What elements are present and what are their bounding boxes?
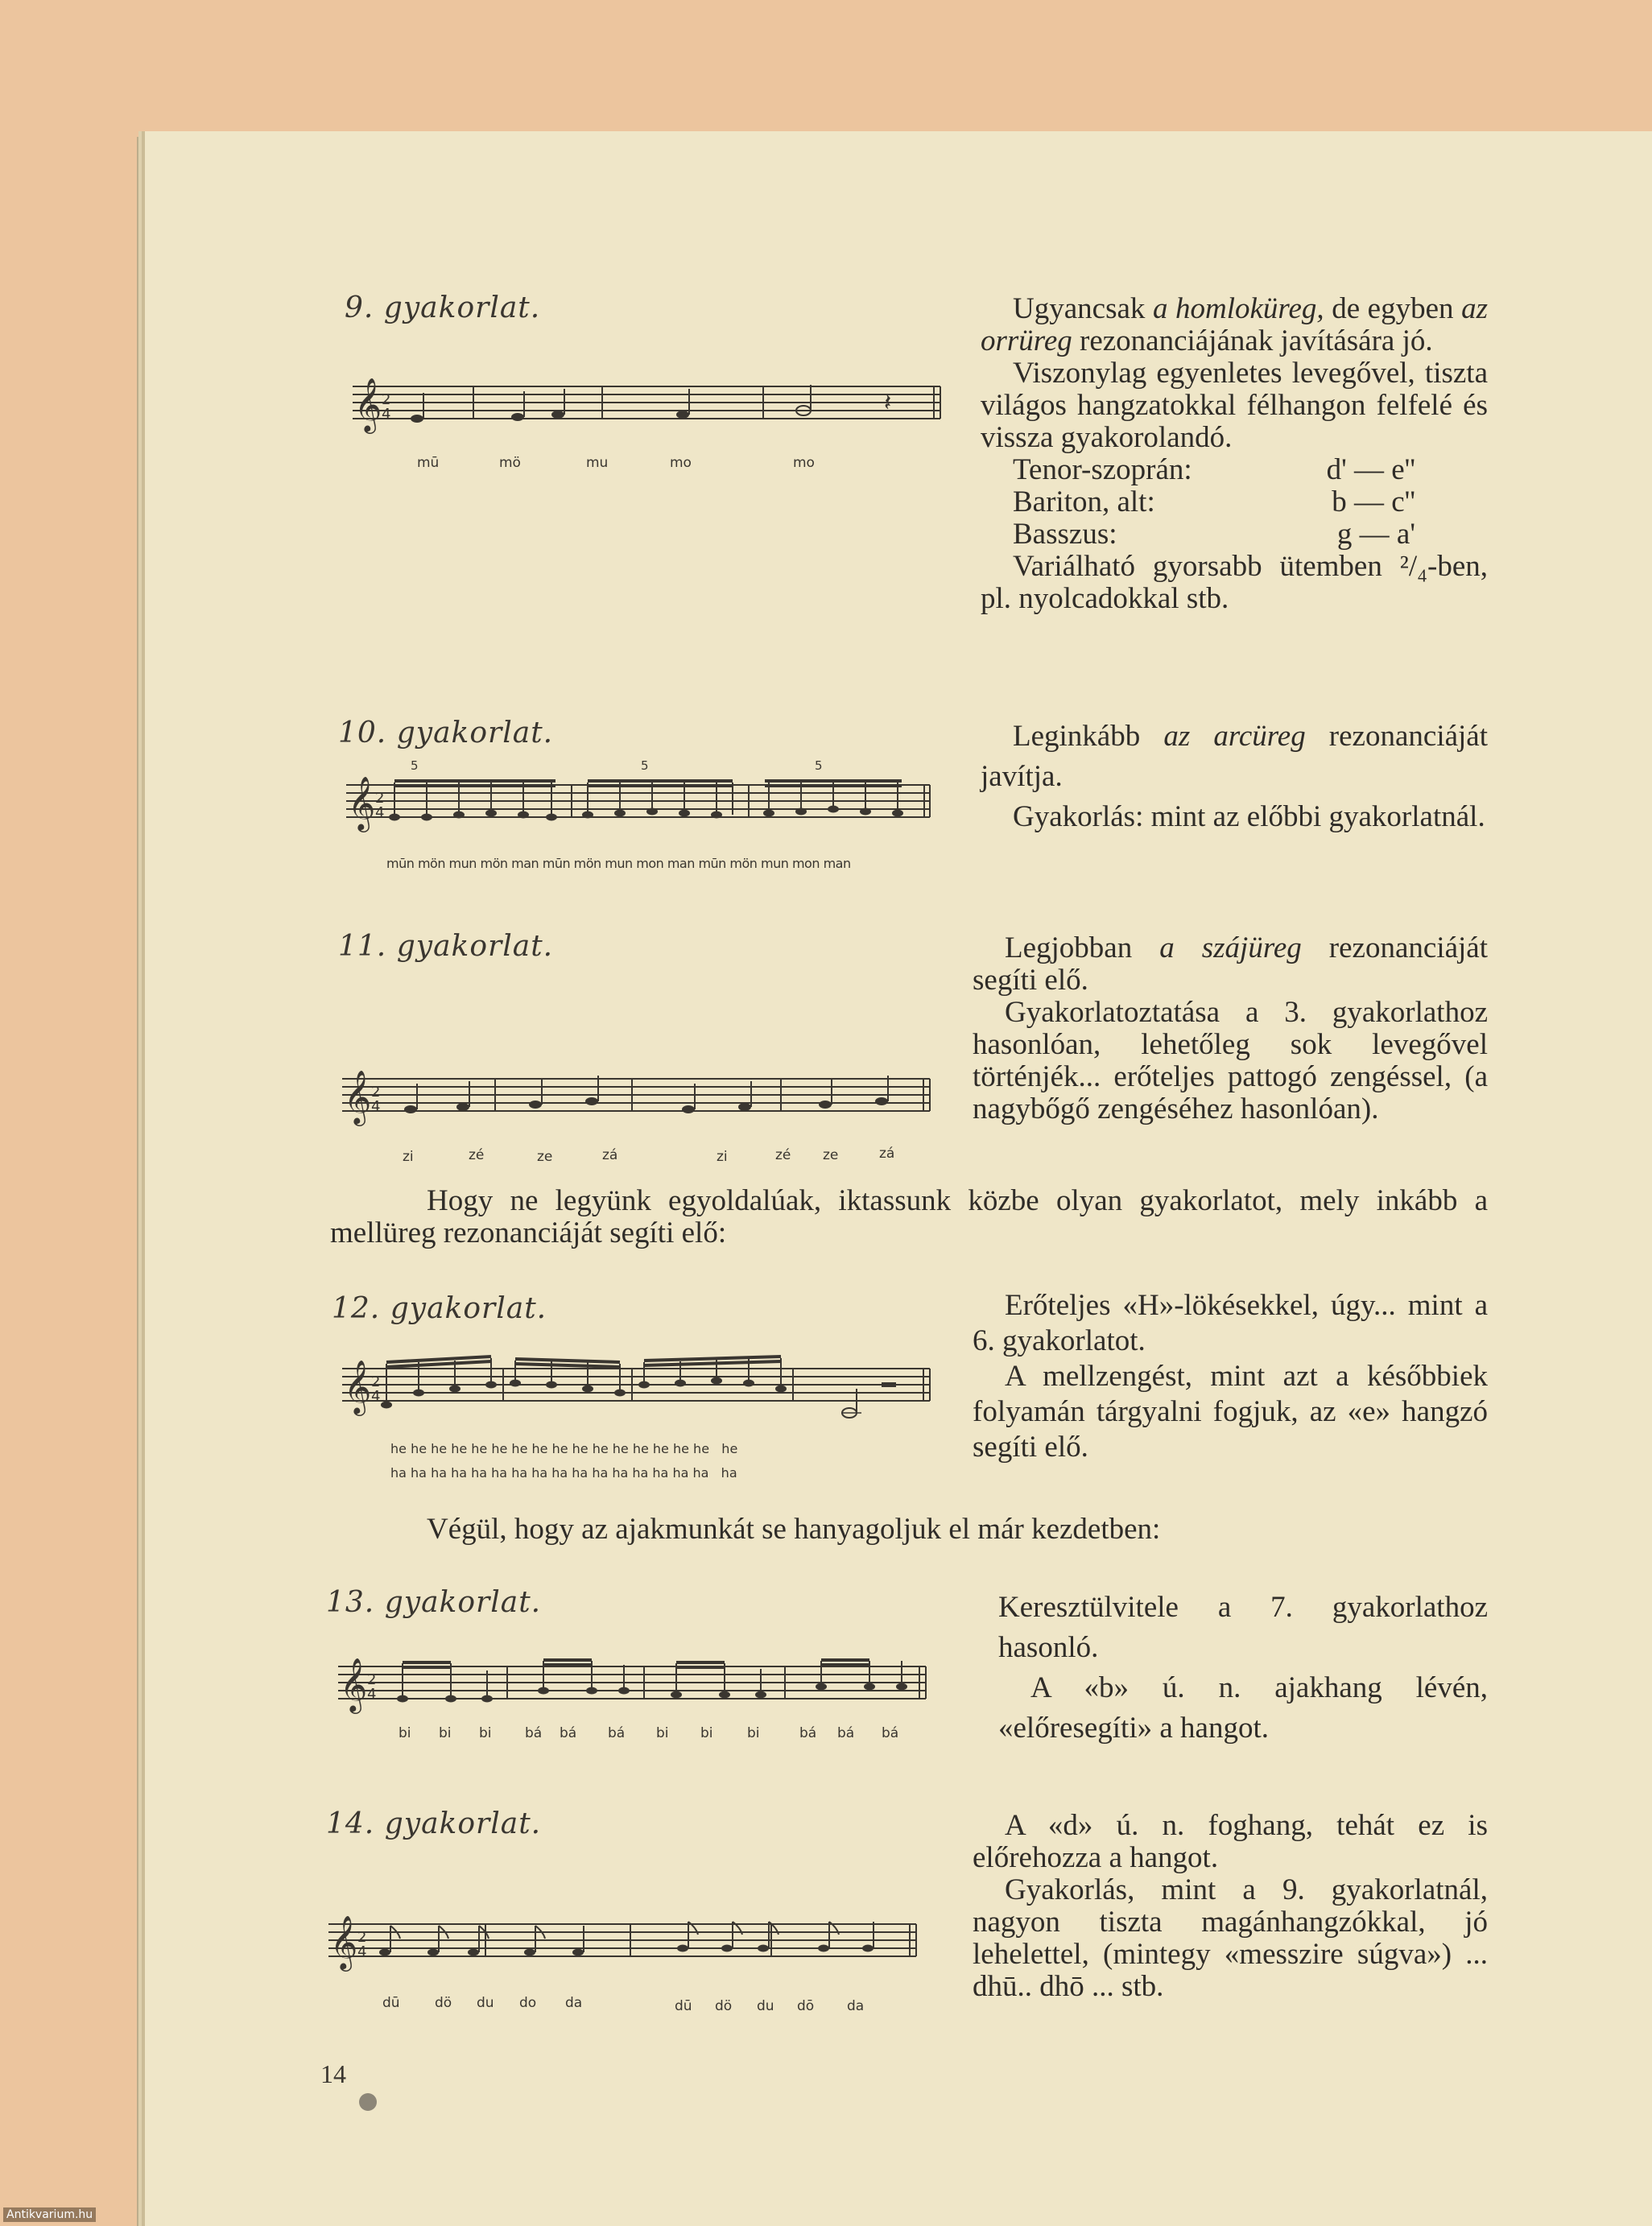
exercise-9-syllable: mū: [417, 455, 440, 471]
svg-text:𝄞: 𝄞: [354, 378, 382, 432]
exercise-13-syllable: bá: [525, 1725, 543, 1741]
exercise-14-syllable: dū: [675, 1998, 692, 2014]
svg-text:4: 4: [367, 1686, 377, 1703]
exercise-9-title: 9. gyakorlat.: [345, 291, 541, 324]
exercise-14-description: A «d» ú. n. foghang, tehát ez is előrehozza a hangot. Gyakorlás, mint a 9. gyakorlatnál, nagyon tiszta magánhangzókkal, jó lehelettel, (mintegy «messzire súgva») ... dhū.. dhō ... stb.: [973, 1809, 1488, 2003]
page-number: 14: [320, 2059, 346, 2088]
svg-text:𝄽: 𝄽: [884, 389, 892, 417]
exercise-11-syllable: zé: [469, 1147, 485, 1163]
exercise-14-syllable: dō: [797, 1998, 815, 2014]
watermark: Antikvarium.hu: [3, 2207, 96, 2222]
exercise-11-description: Legjobban a szájüreg rezonanciáját segíti elő. Gyakorlatoztatása a 3. gyakorlathoz hasonlóan, lehetőleg sok levegővel történjék... erőteljes pattogó zengéssel, (a nagybőgő zengéséhez hasonlóan).: [973, 931, 1489, 1125]
exercise-13-syllable: bi: [700, 1725, 713, 1741]
interlude-chest-text: Hogy ne legyünk egyoldalúak, iktassunk közbe olyan gyakorlatot, mely inkább a mellüreg rezonanciáját segíti elő:: [330, 1184, 1488, 1249]
exercise-10-description: Leginkább az arcüreg rezonanciáját javítja. Gyakorlás: mint az előbbi gyakorlatnál.: [981, 720, 1489, 833]
exercise-14-syllable: dö: [715, 1998, 733, 2014]
exercise-11-staff: [342, 1063, 934, 1127]
exercise-13-syllable: bi: [747, 1725, 760, 1741]
exercise-13-syllable: bá: [560, 1725, 577, 1741]
svg-text:4: 4: [375, 804, 385, 821]
exercise-10-syllables: mūn mön mun mön man mūn mön mun mon man mūn mön mun mon man: [386, 856, 851, 871]
exercise-9-syllable: mu: [586, 455, 609, 471]
exercise-10-title: 10. gyakorlat.: [338, 717, 554, 750]
exercise-14-syllable: dö: [435, 1995, 452, 2011]
svg-text:𝄞: 𝄞: [340, 1657, 368, 1712]
exercise-13-syllable: bi: [439, 1725, 452, 1741]
exercise-11-syllable: zá: [879, 1146, 895, 1162]
exercise-9-description: Ugyancsak a homloküreg, de egyben az orrüreg rezonanciájának javítására jó. Viszonylag egyenletes levegővel, tiszta világos hangzatokkal félhangon felfelé és vissza gyakorolandó. Tenor-szoprán: d' — e'' Bariton, alt: b — c'' Basszus: g — a' Variálható gyorsabb ütemben ²/₄-ben, pl. nyolcadokkal stb.: [981, 292, 1488, 615]
exercise-10-tuplet: 5: [411, 758, 419, 773]
exercise-13-title: 13. gyakorlat.: [326, 1586, 542, 1619]
exercise-11-syllable: zi: [403, 1149, 414, 1165]
exercise-13-syllable: bá: [882, 1725, 899, 1741]
exercise-10-tuplet: 5: [815, 758, 823, 773]
exercise-9-syllable: mo: [793, 455, 815, 471]
exercise-13-syllable: bi: [479, 1725, 492, 1741]
exercise-14-syllable: do: [519, 1995, 537, 2011]
svg-text:2: 2: [375, 790, 385, 807]
svg-text:2: 2: [382, 391, 391, 408]
exercise-11-syllable: ze: [537, 1149, 553, 1165]
exercise-12-syllables-ha: ha ha ha ha ha ha ha ha ha ha ha ha ha ha ha ha ha: [390, 1465, 737, 1481]
svg-text:4: 4: [371, 1098, 381, 1115]
svg-text:2: 2: [357, 1929, 367, 1946]
svg-text:2: 2: [371, 1084, 381, 1101]
exercise-14-staff: [328, 1908, 924, 1972]
exercise-12-title: 12. gyakorlat.: [332, 1292, 547, 1325]
exercise-13-syllable: bá: [837, 1725, 855, 1741]
exercise-13-syllable: bá: [799, 1725, 817, 1741]
exercise-11-syllable: zé: [775, 1147, 791, 1163]
svg-text:𝄞: 𝄞: [344, 1069, 372, 1124]
exercise-14-title: 14. gyakorlat.: [326, 1807, 542, 1840]
svg-text:4: 4: [382, 406, 391, 423]
exercise-12-syllables-he: he he he he he he he he he he he he he he he he he: [390, 1441, 738, 1456]
paper-spot: [359, 2093, 377, 2111]
exercise-10-tuplet: 5: [641, 758, 649, 773]
exercise-11-syllable: ze: [823, 1147, 839, 1163]
svg-text:2: 2: [367, 1671, 377, 1688]
svg-text:4: 4: [371, 1388, 381, 1405]
exercise-9-syllable: mö: [499, 455, 521, 471]
exercise-9-syllable: mo: [670, 455, 692, 471]
exercise-11-syllable: zi: [717, 1149, 728, 1165]
exercise-14-syllable: du: [477, 1995, 494, 2011]
exercise-13-syllable: bi: [399, 1725, 411, 1741]
exercise-10-staff: [346, 757, 934, 833]
exercise-11-title: 11. gyakorlat.: [338, 930, 554, 963]
exercise-14-syllable: da: [847, 1998, 865, 2014]
exercise-13-syllable: bá: [608, 1725, 626, 1741]
exercise-13-syllable: bi: [656, 1725, 669, 1741]
exercise-11-syllable: zá: [602, 1147, 618, 1163]
exercise-13-staff: [338, 1642, 934, 1723]
exercise-13-description: Keresztülvitele a 7. gyakorlathoz hasonló. A «b» ú. n. ajakhang lévén, «előresegíti» a hangot.: [998, 1591, 1488, 1745]
interlude-lips-text: Végül, hogy az ajakmunkát se hanyagoljuk el már kezdetben:: [427, 1513, 1161, 1546]
svg-text:2: 2: [371, 1373, 381, 1390]
svg-text:4: 4: [357, 1943, 367, 1960]
svg-text:𝄞: 𝄞: [330, 1914, 358, 1969]
exercise-14-syllable: dū: [382, 1995, 400, 2011]
exercise-12-staff: [342, 1344, 934, 1425]
exercise-12-description: Erőteljes «H»-lökésekkel, úgy... mint a 6. gyakorlatot. A mellzengést, mint azt a későbbiek folyamán tárgyalni fogjuk, az «e» hangzó segíti elő.: [973, 1289, 1488, 1464]
svg-text:𝄞: 𝄞: [344, 1359, 372, 1414]
exercise-14-syllable: da: [565, 1995, 583, 2011]
exercise-9-staff: [353, 378, 944, 435]
exercise-14-syllable: du: [757, 1998, 774, 2014]
svg-text:𝄞: 𝄞: [348, 775, 376, 830]
